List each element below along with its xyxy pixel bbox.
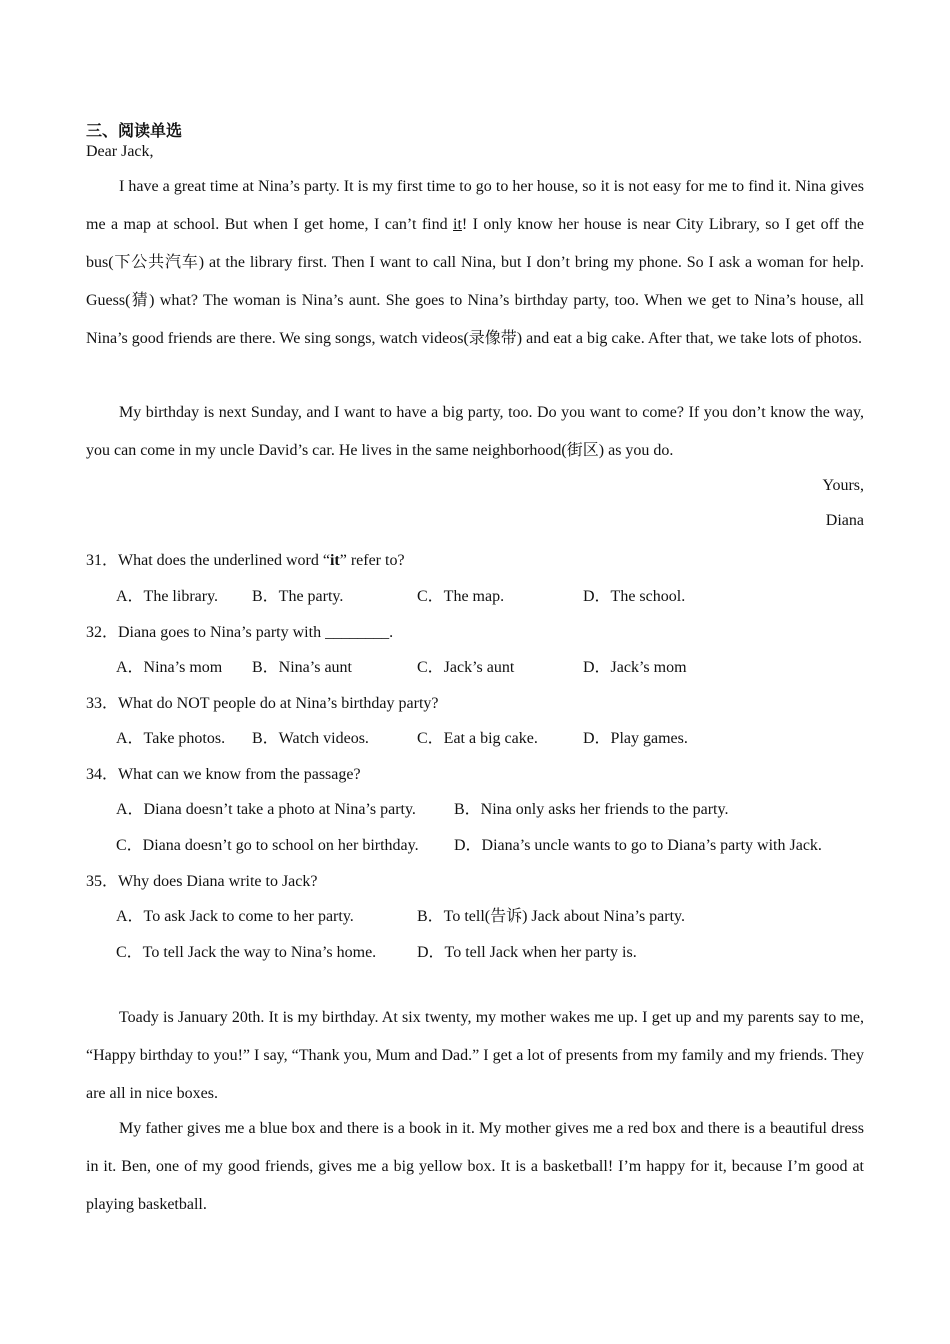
q31-option-d[interactable]: D．The school. [583,588,686,605]
q35-option-b[interactable]: B．To tell(告诉) Jack about Nina’s party. [417,908,686,925]
q35-option-a[interactable]: A．To ask Jack to come to her party. [116,908,354,925]
letter-paragraph-1 [86,168,864,358]
q33-option-d[interactable]: D．Play games. [583,730,688,747]
underlined-word-it: it [453,216,462,233]
question-35: 35．Why does Diana write to Jack? [86,873,318,890]
question-31 [86,547,405,570]
q34-option-a[interactable]: A．Diana doesn’t take a photo at Nina’s party. [116,801,416,818]
q35-option-d[interactable]: D．To tell Jack when her party is. [417,944,637,961]
letter-paragraph-2: My birthday is next Sunday, and I want to have a big party, too. Do you want to come? If you don’t know the way, you can come in my uncle David’s car. He lives in the same neighborhood(街区) as you do. [86,404,864,459]
q32-option-d[interactable]: D．Jack’s mom [583,659,687,676]
letter-paragraph-1-end: ! I only know her house is near City Library, so I get off the bus(下公共汽车) at the library first. Then I want to call Nina, but I don’t bring my phone. So I ask a woman for help. Guess(猜) what? The woman is Nina’s aunt. She goes to Nina’s birthday party, too. When we get to Nina’s house, all Nina’s good friends are there. We sing songs, watch videos(录像带) and eat a big cake. After that, we take lots of photos. [86,216,865,347]
q32-option-c[interactable]: C．Jack’s aunt [417,659,515,676]
question-31-stem-start: 31．What does the underlined word “ [86,552,330,569]
question-31-stem-end: ” refer to? [339,552,405,569]
q33-option-c[interactable]: C．Eat a big cake. [417,730,538,747]
letter-greeting: Dear Jack, [86,143,154,160]
question-33: 33．What do NOT people do at Nina’s birthday party? [86,695,439,712]
question-31-bold-word: it [329,552,340,569]
question-32: 32．Diana goes to Nina’s party with ________. [86,624,394,641]
q33-option-b[interactable]: B．Watch videos. [252,730,369,747]
q34-option-b[interactable]: B．Nina only asks her friends to the party. [454,801,729,818]
q33-option-a[interactable]: A．Take photos. [116,730,226,747]
q34-option-d[interactable]: D．Diana’s uncle wants to go to Diana’s party with Jack. [454,837,822,854]
q31-option-b[interactable]: B．The party. [252,588,344,605]
q32-option-b[interactable]: B．Nina’s aunt [252,659,352,676]
letter-closing: Yours, [822,477,864,494]
q31-option-c[interactable]: C．The map. [417,588,505,605]
letter-paragraph-1-start: I have a great time at Nina’s party. It is my first time to go to her house, so it is not easy for me to find it. Nina gives me a map at school. But when I get home, I can’t find [86,178,864,233]
section-title: 三、阅读单选 [86,123,183,140]
q31-option-a[interactable]: A．The library. [116,588,219,605]
q35-option-c[interactable]: C．To tell Jack the way to Nina’s home. [116,944,377,961]
question-34: 34．What can we know from the passage? [86,766,361,783]
letter-signature: Diana [825,512,864,529]
passage2-paragraph-1: Toady is January 20th. It is my birthday. At six twenty, my mother wakes me up. I get up and my parents say to me, “Happy birthday to you!” I say, “Thank you, Mum and Dad.” I get a lot of presents from my family and my friends. They are all in nice boxes. [86,1009,864,1102]
q32-option-a[interactable]: A．Nina’s mom [116,659,223,676]
passage2-paragraph-2: My father gives me a blue box and there is a book in it. My mother gives me a red box and there is a beautiful dress in it. Ben, one of my good friends, gives me a big yellow box. It is a basketball! I’m happy for it, because I’m good at playing basketball. [86,1120,864,1213]
q34-option-c[interactable]: C．Diana doesn’t go to school on her birthday. [116,837,419,854]
